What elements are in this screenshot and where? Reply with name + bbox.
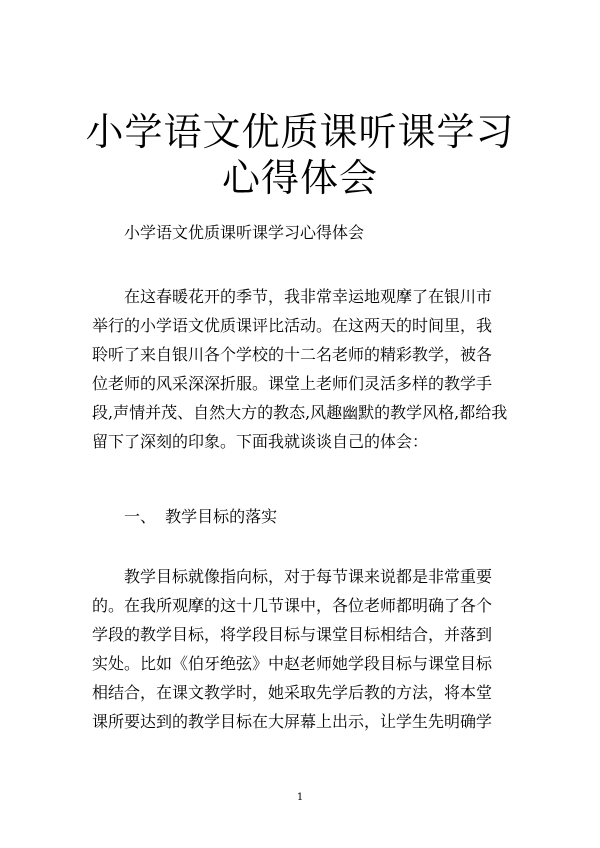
paragraph-line: 的。在我所观摩的这十几节课中，各位老师都明确了各个 xyxy=(92,596,493,615)
paragraph-line: 聆听了来自银川各个学校的十二名老师的精彩教学，被各 xyxy=(92,345,493,364)
page-number: 1 xyxy=(296,792,304,803)
section-heading-text: 教学目标的落实 xyxy=(165,507,278,526)
paragraph-line: 学段的教学目标，将学段目标与课堂目标相结合，并落到 xyxy=(92,625,493,644)
paragraph-line: 实处。比如《伯牙绝弦》中赵老师她学段目标与课堂目标 xyxy=(92,654,493,673)
document-subtitle: 小学语文优质课听课学习心得体会 xyxy=(124,223,365,242)
paragraph-section-1 xyxy=(92,562,512,736)
paragraph-line: 教学目标就像指向标，对于每节课来说都是非常重要 xyxy=(124,567,493,586)
section-heading xyxy=(124,506,277,528)
paragraph-line: 在这春暖花开的季节，我非常幸运地观摩了在银川市 xyxy=(124,287,493,306)
paragraph-line: 段,声情并茂、自然大方的教态,风趣幽默的教学风格,都给我 xyxy=(92,403,508,422)
paragraph-line: 课所要达到的教学目标在大屏幕上出示，让学生先明确学 xyxy=(92,712,493,731)
document-title-line-1: 小学语文优质课听课学习 xyxy=(85,110,515,154)
paragraph-intro xyxy=(92,282,512,456)
document-title-line-2: 心得体会 xyxy=(221,156,378,200)
section-number: 一、 xyxy=(124,507,157,526)
paragraph-line: 相结合，在课文教学时，她采取先学后教的方法，将本堂 xyxy=(92,683,493,702)
paragraph-line: 留下了深刻的印象。下面我就谈谈自己的体会： xyxy=(92,432,429,451)
paragraph-line: 位老师的风采深深折服。课堂上老师们灵活多样的教学手 xyxy=(92,374,493,393)
paragraph-line: 举行的小学语文优质课评比活动。在这两天的时间里，我 xyxy=(92,316,493,335)
